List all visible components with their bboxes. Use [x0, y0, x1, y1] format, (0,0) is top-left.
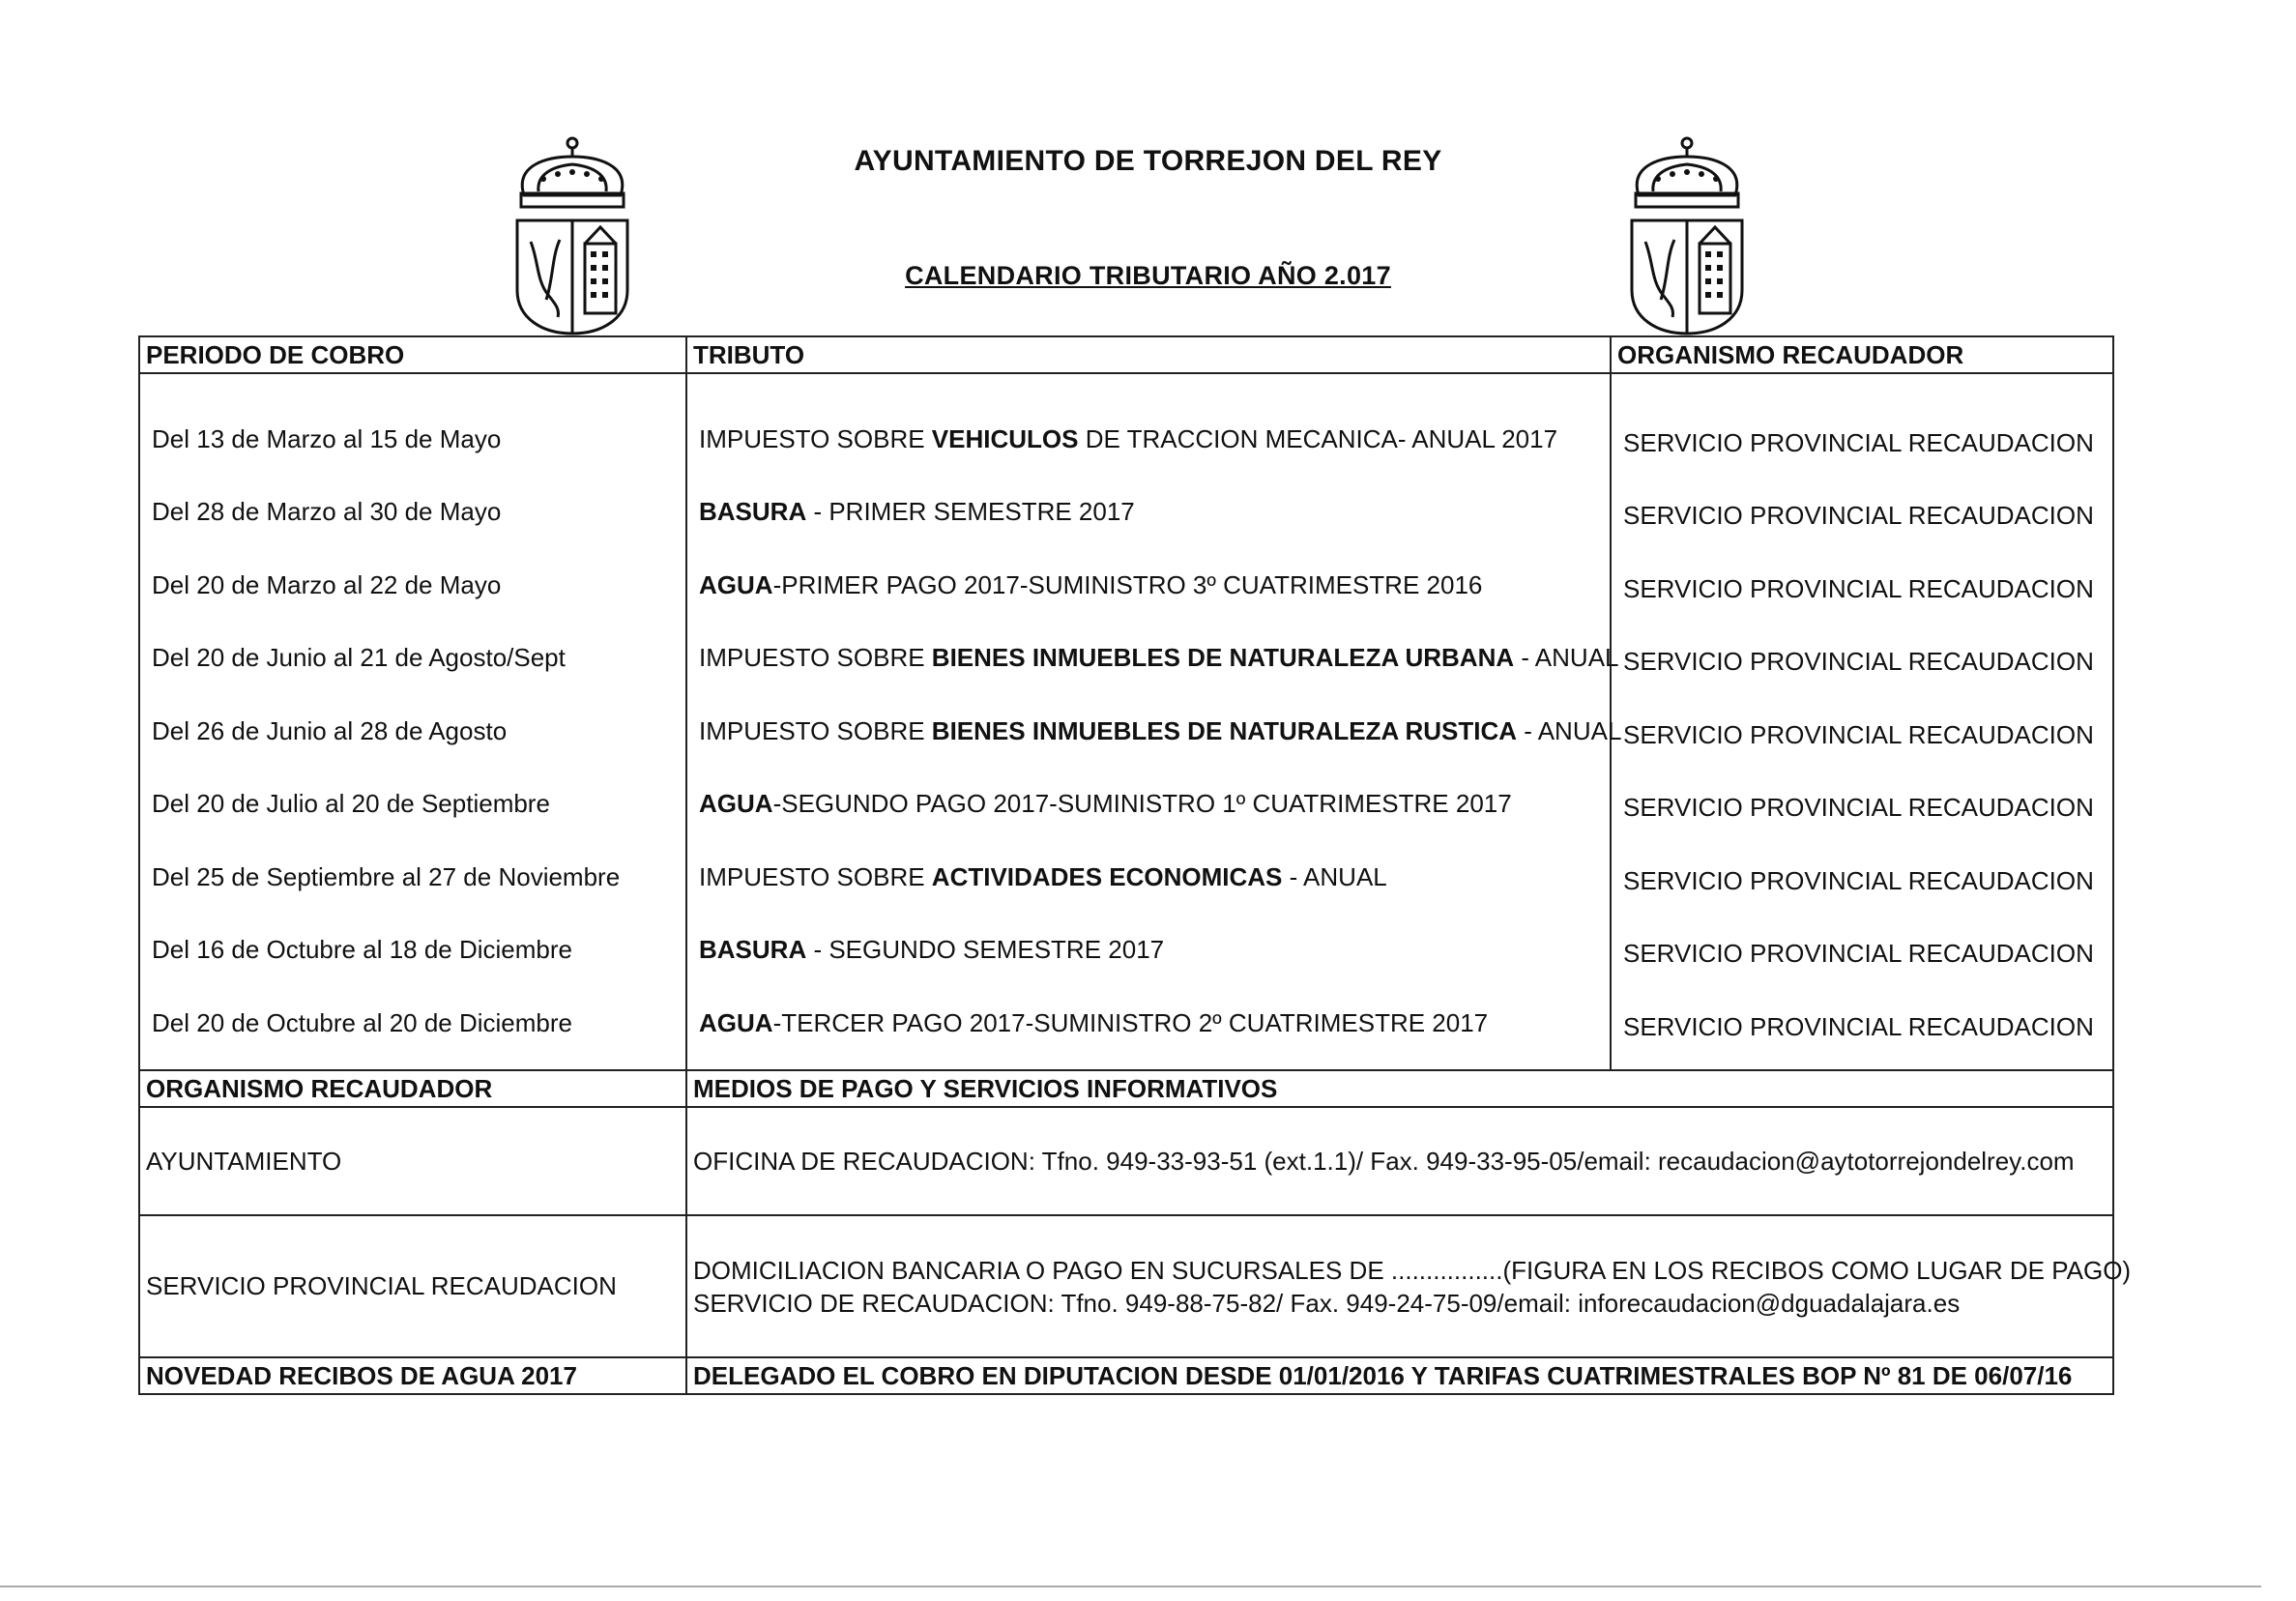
payment-header-collector: ORGANISMO RECAUDADOR: [139, 1070, 686, 1107]
period-cell: Del 16 de Octubre al 18 de Diciembre: [152, 935, 573, 965]
tax-text-bold: BIENES INMUEBLES DE NATURALEZA RUSTICA: [931, 715, 1518, 745]
payment-row-ayuntamiento: [139, 1107, 2113, 1215]
novedad-label: NOVEDAD RECIBOS DE AGUA 2017: [139, 1357, 686, 1394]
period-cell: Del 20 de Junio al 21 de Agosto/Sept: [152, 643, 566, 673]
tax-text-suffix: - SEGUNDO SEMESTRE 2017: [806, 935, 1165, 965]
period-cell: Del 20 de Marzo al 22 de Mayo: [152, 569, 502, 599]
tax-cell: [693, 403, 1610, 477]
tax-text-bold: BIENES INMUEBLES DE NATURALEZA URBANA: [931, 643, 1515, 673]
tax-cell: [693, 987, 1610, 1061]
tax-cell: [693, 622, 1619, 695]
tax-text-prefix: IMPUESTO SOBRE: [699, 861, 932, 891]
footer-divider: [0, 1586, 2261, 1587]
tax-text-suffix: -PRIMER PAGO 2017-SUMINISTRO 3º CUATRIMESTRE 2016: [772, 569, 1483, 599]
payment-header-row: [139, 1070, 2113, 1107]
tax-cell: [693, 768, 1610, 841]
tax-text-prefix: IMPUESTO SOBRE: [699, 643, 932, 673]
collector-cell: SERVICIO PROVINCIAL RECAUDACION: [1623, 647, 2094, 677]
tax-cell: [693, 914, 1610, 987]
period-cell: Del 26 de Junio al 28 de Agosto: [152, 715, 508, 745]
tax-text-bold: AGUA: [699, 1007, 773, 1037]
tax-text-prefix: IMPUESTO SOBRE: [699, 715, 932, 745]
tax-text-suffix: - ANUAL: [1514, 643, 1619, 673]
tax-text-bold: ACTIVIDADES ECONOMICAS: [931, 861, 1283, 891]
column-header-collector: ORGANISMO RECAUDADOR: [1611, 336, 2113, 373]
collector-cell: SERVICIO PROVINCIAL RECAUDACION: [1623, 865, 2094, 895]
collector-cell: SERVICIO PROVINCIAL RECAUDACION: [1623, 501, 2094, 531]
payment-info-provincial: [686, 1215, 2132, 1357]
tax-cell: [693, 695, 1622, 769]
payment-collector-provincial: SERVICIO PROVINCIAL RECAUDACION: [139, 1215, 686, 1357]
collector-cell: SERVICIO PROVINCIAL RECAUDACION: [1623, 573, 2094, 603]
tax-text-bold: BASURA: [699, 935, 807, 965]
tax-text-suffix: DE TRACCION MECANICA- ANUAL 2017: [1078, 423, 1558, 453]
column-header-tax: TRIBUTO: [686, 336, 1611, 373]
tax-text-suffix: - ANUAL: [1517, 715, 1622, 745]
tax-text-bold: VEHICULOS: [931, 423, 1079, 453]
tax-cell: [693, 476, 1610, 549]
period-cell: Del 28 de Marzo al 30 de Mayo: [152, 497, 502, 527]
tax-text-suffix: -TERCER PAGO 2017-SUMINISTRO 2º CUATRIMESTRE 2017: [772, 1007, 1489, 1037]
collector-cell: SERVICIO PROVINCIAL RECAUDACION: [1623, 719, 2094, 749]
payment-info-ayuntamiento: OFICINA DE RECAUDACION: Tfno. 949-33-93-51 (ext.1.1)/ Fax. 949-33-95-05/email: recaudacion@aytotorrejondelrey.com: [686, 1107, 2113, 1215]
collector-cell: SERVICIO PROVINCIAL RECAUDACION: [1623, 939, 2094, 969]
tax-text-bold: AGUA: [699, 569, 773, 599]
tax-calendar-table: [138, 335, 2132, 1395]
tax-text-suffix: - ANUAL: [1282, 861, 1387, 891]
tax-text-suffix: -SEGUNDO PAGO 2017-SUMINISTRO 1º CUATRIMESTRE 2017: [772, 789, 1512, 819]
period-cell: Del 13 de Marzo al 15 de Mayo: [152, 423, 502, 453]
novedad-row: [139, 1357, 2113, 1394]
tax-cell: [693, 841, 1610, 915]
payment-row-provincial: [139, 1215, 2113, 1357]
page-subtitle: CALENDARIO TRIBUTARIO AÑO 2.017: [905, 261, 1391, 290]
tax-text-prefix: IMPUESTO SOBRE: [699, 423, 932, 453]
payment-info-line-1: DOMICILIACION BANCARIA O PAGO EN SUCURSALES DE ................(FIGURA EN LOS RECIBOS COMO LUGAR DE PAGO): [693, 1255, 2132, 1285]
tax-text-bold: BASURA: [699, 497, 807, 527]
period-cell: Del 25 de Septiembre al 27 de Noviembre: [152, 861, 621, 891]
collector-column: [1611, 373, 2113, 1070]
payment-info-line-2: SERVICIO DE RECAUDACION: Tfno. 949-88-75-82/ Fax. 949-24-75-09/email: inforecaudacion@dguadalajara.es: [693, 1288, 1961, 1318]
page-title: AYUNTAMIENTO DE TORREJON DEL REY: [854, 145, 1442, 177]
tax-cell: [693, 549, 1610, 623]
tax-text-suffix: - PRIMER SEMESTRE 2017: [806, 497, 1135, 527]
period-cell: Del 20 de Julio al 20 de Septiembre: [152, 789, 550, 819]
collector-cell: SERVICIO PROVINCIAL RECAUDACION: [1623, 427, 2094, 457]
collector-cell: SERVICIO PROVINCIAL RECAUDACION: [1623, 793, 2094, 823]
column-header-period: PERIODO DE COBRO: [139, 336, 686, 373]
tax-column: [686, 373, 1622, 1070]
period-column: [139, 373, 686, 1070]
period-cell: Del 20 de Octubre al 20 de Diciembre: [152, 1007, 573, 1037]
collector-cell: SERVICIO PROVINCIAL RECAUDACION: [1623, 1011, 2094, 1041]
calendar-rows: [139, 373, 2113, 1070]
payment-collector-ayuntamiento: AYUNTAMIENTO: [139, 1107, 686, 1215]
tax-text-bold: AGUA: [699, 789, 773, 819]
table-header-row: [139, 336, 2113, 373]
novedad-text: DELEGADO EL COBRO EN DIPUTACION DESDE 01/01/2016 Y TARIFAS CUATRIMESTRALES BOP Nº 81 DE 06/07/16: [686, 1357, 2113, 1394]
payment-header-means: MEDIOS DE PAGO Y SERVICIOS INFORMATIVOS: [686, 1070, 2113, 1107]
